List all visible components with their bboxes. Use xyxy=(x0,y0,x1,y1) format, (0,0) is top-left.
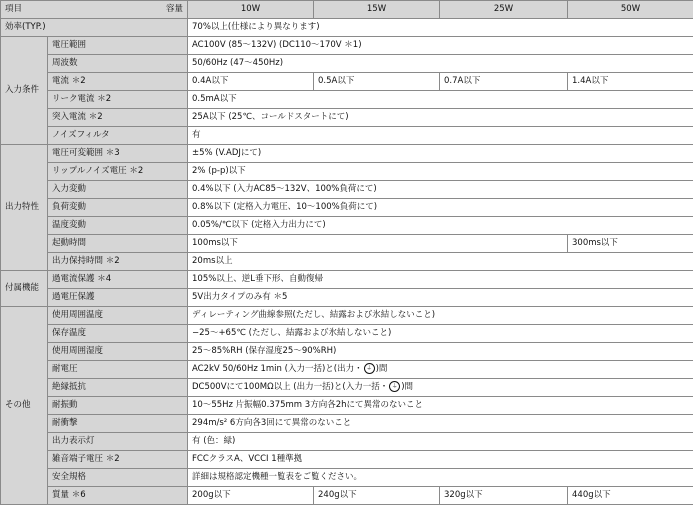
size-25w: 25W xyxy=(440,1,568,19)
temp-variation-row xyxy=(1,217,693,235)
noise-filter-row xyxy=(1,127,693,145)
efficiency-label: 効率(TYP.) xyxy=(1,19,188,37)
storage-temp-value: −25～+65℃ (ただし、結露および氷結しないこと) xyxy=(188,325,693,343)
load-variation-label: 負荷変動 xyxy=(48,199,188,217)
withstand-voltage-text-post: )間 xyxy=(376,364,388,374)
withstand-voltage-row xyxy=(1,361,693,379)
temp-variation-value: 0.05%/℃以下 (定格入力出力にて) xyxy=(188,217,693,235)
size-50w: 50W xyxy=(568,1,693,19)
leak-current-row xyxy=(1,91,693,109)
insulation-value xyxy=(188,379,693,397)
ground-icon: ⏚ xyxy=(364,363,375,374)
output-indicator-row xyxy=(1,433,693,451)
terminal-noise-label: 雑音端子電圧 ＊2 xyxy=(48,451,188,469)
ground-icon: ⏚ xyxy=(389,381,400,392)
operating-temp-value: ディレーティング曲線参照(ただし、結露および氷結しないこと) xyxy=(188,307,693,325)
startup-time-row xyxy=(1,235,693,253)
output-category: 出力特性 xyxy=(1,145,48,271)
operating-temp-label: 使用周囲温度 xyxy=(48,307,188,325)
input-variation-label: 入力変動 xyxy=(48,181,188,199)
safety-value: 詳細は規格認定機種一覧表をご覧ください。 xyxy=(188,469,693,487)
withstand-voltage-value xyxy=(188,361,693,379)
insulation-text-post: )間 xyxy=(401,382,413,392)
current-50w: 1.4A以下 xyxy=(568,73,693,91)
frequency-value: 50/60Hz (47～450Hz) xyxy=(188,55,693,73)
voltage-adjust-label: 電圧可変範囲 ＊3 xyxy=(48,145,188,163)
insulation-text-pre: DC500Vにて100MΩ以上 (出力一括)と(入力一括・ xyxy=(192,382,388,392)
shock-label: 耐衝撃 xyxy=(48,415,188,433)
weight-label: 質量 ＊6 xyxy=(48,487,188,505)
withstand-voltage-text-pre: AC2kV 50/60Hz 1min (入力一括)と(出力・ xyxy=(192,364,363,374)
vibration-label: 耐振動 xyxy=(48,397,188,415)
terminal-noise-value: FCCクラスA、VCCI 1種準拠 xyxy=(188,451,693,469)
current-15w: 0.5A以下 xyxy=(314,73,440,91)
overvoltage-row xyxy=(1,289,693,307)
shock-value: 294m/s² 6方向各3回にて異常のないこと xyxy=(188,415,693,433)
voltage-adjust-row xyxy=(1,145,693,163)
current-label: 電流 ＊2 xyxy=(48,73,188,91)
current-25w: 0.7A以下 xyxy=(440,73,568,91)
overvoltage-value: 5V出力タイプのみ有 ＊5 xyxy=(188,289,693,307)
noise-filter-label: ノイズフィルタ xyxy=(48,127,188,145)
output-indicator-label: 出力表示灯 xyxy=(48,433,188,451)
shock-row xyxy=(1,415,693,433)
protection-category: 付属機能 xyxy=(1,271,48,307)
current-10w: 0.4A以下 xyxy=(188,73,314,91)
frequency-label: 周波数 xyxy=(48,55,188,73)
vibration-row xyxy=(1,397,693,415)
input-category: 入力条件 xyxy=(1,37,48,145)
frequency-row xyxy=(1,55,693,73)
storage-temp-label: 保存温度 xyxy=(48,325,188,343)
overcurrent-label: 過電流保護 ＊4 xyxy=(48,271,188,289)
voltage-adjust-value: ±5% (V.ADJにて) xyxy=(188,145,693,163)
hold-time-value: 20ms以上 xyxy=(188,253,693,271)
operating-humidity-label: 使用周囲湿度 xyxy=(48,343,188,361)
terminal-noise-row xyxy=(1,451,693,469)
header-corner xyxy=(1,1,188,19)
efficiency-row xyxy=(1,19,693,37)
size-15w: 15W xyxy=(314,1,440,19)
operating-humidity-value: 25～85%RH (保存湿度25～90%RH) xyxy=(188,343,693,361)
voltage-range-label: 電圧範囲 xyxy=(48,37,188,55)
ripple-noise-label: リップルノイズ電圧 ＊2 xyxy=(48,163,188,181)
withstand-voltage-label: 耐電圧 xyxy=(48,361,188,379)
input-variation-value: 0.4%以下 (入力AC85～132V、100%負荷にて) xyxy=(188,181,693,199)
operating-temp-row xyxy=(1,307,693,325)
weight-row xyxy=(1,487,693,505)
load-variation-row xyxy=(1,199,693,217)
vibration-value: 10～55Hz 片振幅0.375mm 3方向各2hにて異常のないこと xyxy=(188,397,693,415)
startup-time-value-a: 100ms以下 xyxy=(188,235,568,253)
current-row xyxy=(1,73,693,91)
hold-time-row xyxy=(1,253,693,271)
leak-current-label: リーク電流 ＊2 xyxy=(48,91,188,109)
operating-humidity-row xyxy=(1,343,693,361)
hold-time-label: 出力保持時間 ＊2 xyxy=(48,253,188,271)
item-header: 項目 xyxy=(5,1,22,18)
storage-temp-row xyxy=(1,325,693,343)
weight-50w: 440g以下 xyxy=(568,487,693,505)
startup-time-label: 起動時間 xyxy=(48,235,188,253)
inrush-current-row xyxy=(1,109,693,127)
weight-10w: 200g以下 xyxy=(188,487,314,505)
capacity-header: 容量 xyxy=(166,1,183,18)
startup-time-value-b: 300ms以下 xyxy=(568,235,693,253)
weight-15w: 240g以下 xyxy=(314,487,440,505)
temp-variation-label: 温度変動 xyxy=(48,217,188,235)
leak-current-value: 0.5mA以下 xyxy=(188,91,693,109)
safety-row xyxy=(1,469,693,487)
voltage-range-value: AC100V (85～132V) (DC110～170V ＊1) xyxy=(188,37,693,55)
ripple-noise-row xyxy=(1,163,693,181)
overcurrent-value: 105%以上、逆L垂下形、自動復帰 xyxy=(188,271,693,289)
overvoltage-label: 過電圧保護 xyxy=(48,289,188,307)
voltage-range-row xyxy=(1,37,693,55)
header-row xyxy=(1,1,693,19)
insulation-row xyxy=(1,379,693,397)
ripple-noise-value: 2% (p-p)以下 xyxy=(188,163,693,181)
insulation-label: 絶縁抵抗 xyxy=(48,379,188,397)
noise-filter-value: 有 xyxy=(188,127,693,145)
load-variation-value: 0.8%以下 (定格入力電圧、10～100%負荷にて) xyxy=(188,199,693,217)
other-category: その他 xyxy=(1,307,48,505)
safety-label: 安全規格 xyxy=(48,469,188,487)
output-indicator-value: 有 (色：緑) xyxy=(188,433,693,451)
efficiency-value: 70%以上(仕様により異なります) xyxy=(188,19,693,37)
inrush-current-value: 25A以下 (25℃、コールドスタートにて) xyxy=(188,109,693,127)
overcurrent-row xyxy=(1,271,693,289)
weight-25w: 320g以下 xyxy=(440,487,568,505)
inrush-current-label: 突入電流 ＊2 xyxy=(48,109,188,127)
size-10w: 10W xyxy=(188,1,314,19)
input-variation-row xyxy=(1,181,693,199)
